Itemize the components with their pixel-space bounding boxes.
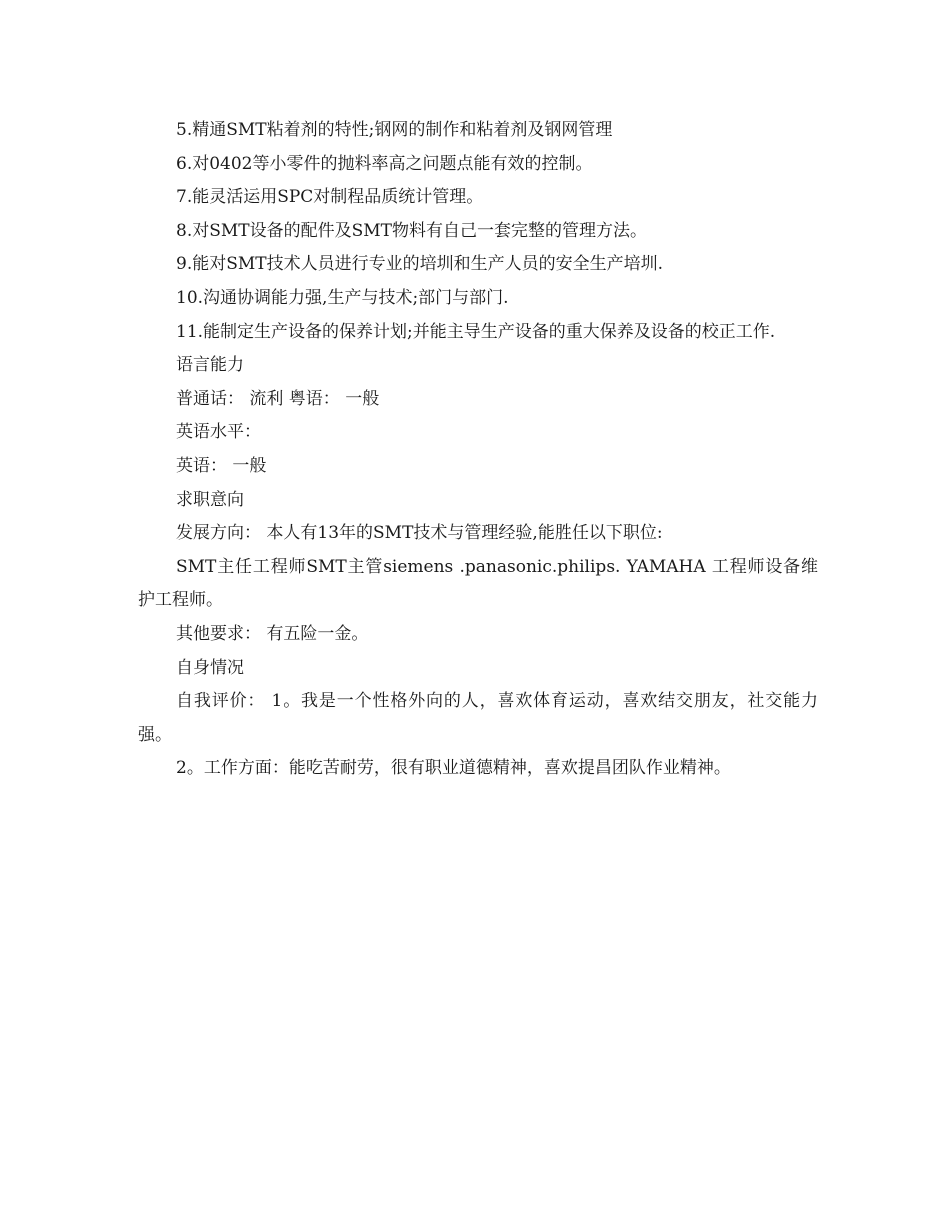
self-evaluation-1: 自我评价： 1。我是一个性格外向的人，喜欢体育运动，喜欢结交朋友，社交能力强。 [138,691,818,745]
english-level-value: 英语： 一般 [176,455,267,476]
skill-item-7: 7.能灵活运用SPC对制程品质统计管理。 [176,187,484,208]
section-heading-job-intention: 求职意向 [176,489,244,510]
target-positions: SMT主任工程师SMT主管siemens .panasonic.philips. YAMAHA 工程师设备维护工程师。 [138,556,818,611]
skill-item-11: 11.能制定生产设备的保养计划;并能主导生产设备的重大保养及设备的校正工作. [176,321,776,342]
skill-item-8: 8.对SMT设备的配件及SMT物料有自己一套完整的管理方法。 [176,220,648,241]
language-mandarin-cantonese: 普通话： 流利 粤语： 一般 [176,388,380,409]
skill-item-5: 5.精通SMT粘着剂的特性;钢网的制作和粘着剂及钢网管理 [176,120,613,140]
section-heading-language: 语言能力 [176,355,244,376]
skill-item-6: 6.对0402等小零件的抛料率高之问题点能有效的控制。 [176,153,593,174]
document-body [138,114,818,786]
skill-item-10: 10.沟通协调能力强,生产与技术;部门与部门. [176,287,509,308]
skill-item-9: 9.能对SMT技术人员进行专业的培圳和生产人员的安全生产培圳. [176,254,664,275]
section-heading-self: 自身情况 [176,657,244,678]
other-requirements: 其他要求： 有五险一金。 [176,623,369,644]
development-direction: 发展方向： 本人有13年的SMT技术与管理经验,能胜任以下职位: [176,523,663,544]
english-level-label: 英语水平： [176,422,261,443]
self-evaluation-2: 2。工作方面：能吃苦耐劳，很有职业道德精神，喜欢提昌团队作业精神。 [176,758,731,779]
